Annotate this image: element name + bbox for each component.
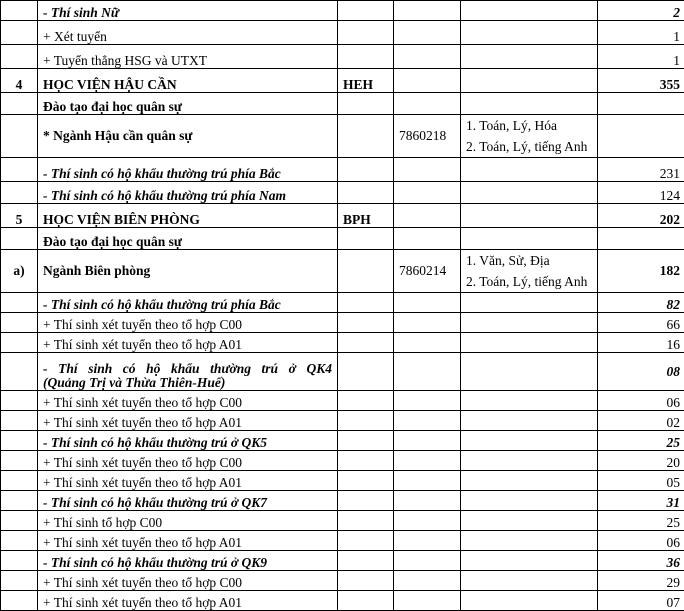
row-stt: 5 xyxy=(1,204,38,228)
table-row xyxy=(1,182,684,204)
major-row xyxy=(1,115,684,158)
row-label: - Thí sinh có hộ khẩu thường trú phía Bắc xyxy=(38,158,338,182)
row-number: 20 xyxy=(598,451,684,471)
row-label: + Tuyển thẳng HSG và UTXT xyxy=(38,45,338,69)
subject-combinations: 1. Toán, Lý, Hóa 2. Toán, Lý, tiếng Anh xyxy=(461,115,598,158)
subject-combinations: 1. Văn, Sử, Địa 2. Toán, Lý, tiếng Anh xyxy=(461,250,598,293)
group-label: - Thí sinh có hộ khẩu thường trú ở QK7 xyxy=(38,491,338,511)
row-label: + Thí sinh xét tuyển theo tổ hợp A01 xyxy=(38,531,338,551)
row-number: 1 xyxy=(598,45,684,69)
table-row xyxy=(1,45,684,69)
table-row xyxy=(1,21,684,45)
row-number: 1 xyxy=(598,21,684,45)
institution-row xyxy=(1,69,684,93)
group-row xyxy=(1,431,684,451)
institution-total: 355 xyxy=(598,69,684,93)
institution-name: HỌC VIỆN BIÊN PHÒNG xyxy=(38,204,338,228)
table-row xyxy=(1,511,684,531)
row-number: 05 xyxy=(598,471,684,491)
row-number: 2 xyxy=(598,1,684,21)
table-row xyxy=(1,93,684,115)
row-number: 07 xyxy=(598,591,684,611)
row-label: + Thí sinh xét tuyển theo tổ hợp A01 xyxy=(38,411,338,431)
group-row xyxy=(1,491,684,511)
institution-code: HEH xyxy=(338,69,394,93)
major-code: 7860214 xyxy=(394,250,461,293)
row-number: 16 xyxy=(598,333,684,353)
training-label: Đào tạo đại học quân sự xyxy=(38,93,338,115)
row-label: + Xét tuyển xyxy=(38,21,338,45)
row-number: 66 xyxy=(598,313,684,333)
row-label: + Thí sinh xét tuyển theo tổ hợp C00 xyxy=(38,571,338,591)
table-row xyxy=(1,1,684,21)
row-number: 29 xyxy=(598,571,684,591)
group-row xyxy=(1,551,684,571)
table-row xyxy=(1,531,684,551)
row-label: + Thí sinh xét tuyển theo tổ hợp C00 xyxy=(38,391,338,411)
table-row xyxy=(1,313,684,333)
group-number: 31 xyxy=(598,491,684,511)
major-code: 7860218 xyxy=(394,115,461,158)
major-row xyxy=(1,250,684,293)
row-number: 02 xyxy=(598,411,684,431)
table-row xyxy=(1,571,684,591)
group-label: - Thí sinh có hộ khẩu thường trú ở QK9 xyxy=(38,551,338,571)
training-label: Đào tạo đại học quân sự xyxy=(38,228,338,250)
row-number: 231 xyxy=(598,158,684,182)
row-label: + Thí sinh xét tuyển theo tổ hợp A01 xyxy=(38,333,338,353)
group-label: - Thí sinh có hộ khẩu thường trú ở QK4 (Quảng Trị và Thừa Thiên-Huế) xyxy=(38,353,338,391)
institution-row xyxy=(1,204,684,228)
table-row xyxy=(1,451,684,471)
group-row xyxy=(1,353,684,391)
row-label: + Thí sinh tổ hợp C00 xyxy=(38,511,338,531)
row-number: 124 xyxy=(598,182,684,204)
row-label: + Thí sinh xét tuyển theo tổ hợp A01 xyxy=(38,591,338,611)
table-row xyxy=(1,471,684,491)
group-label: - Thí sinh có hộ khẩu thường trú phía Bắc xyxy=(38,293,338,313)
institution-code: BPH xyxy=(338,204,394,228)
table-row xyxy=(1,411,684,431)
table-row xyxy=(1,391,684,411)
row-label: - Thí sinh Nữ xyxy=(38,1,338,21)
row-number: 06 xyxy=(598,531,684,551)
institution-name: HỌC VIỆN HẬU CẦN xyxy=(38,69,338,93)
row-label: + Thí sinh xét tuyển theo tổ hợp C00 xyxy=(38,313,338,333)
row-number: 06 xyxy=(598,391,684,411)
major-name: Ngành Biên phòng xyxy=(38,250,338,293)
row-stt: 4 xyxy=(1,69,38,93)
group-number: 36 xyxy=(598,551,684,571)
group-number: 08 xyxy=(598,353,684,391)
institution-total: 202 xyxy=(598,204,684,228)
row-label: + Thí sinh xét tuyển theo tổ hợp C00 xyxy=(38,451,338,471)
major-total: 182 xyxy=(598,250,684,293)
group-row xyxy=(1,293,684,313)
table-row xyxy=(1,158,684,182)
table-row xyxy=(1,228,684,250)
group-number: 82 xyxy=(598,293,684,313)
table-row xyxy=(1,333,684,353)
major-name: * Ngành Hậu cần quân sự xyxy=(38,115,338,158)
group-number: 25 xyxy=(598,431,684,451)
group-label: - Thí sinh có hộ khẩu thường trú ở QK5 xyxy=(38,431,338,451)
row-stt: a) xyxy=(1,250,38,293)
row-number: 25 xyxy=(598,511,684,531)
row-label: + Thí sinh xét tuyển theo tổ hợp A01 xyxy=(38,471,338,491)
table-row xyxy=(1,591,684,611)
row-label: - Thí sinh có hộ khẩu thường trú phía Nam xyxy=(38,182,338,204)
